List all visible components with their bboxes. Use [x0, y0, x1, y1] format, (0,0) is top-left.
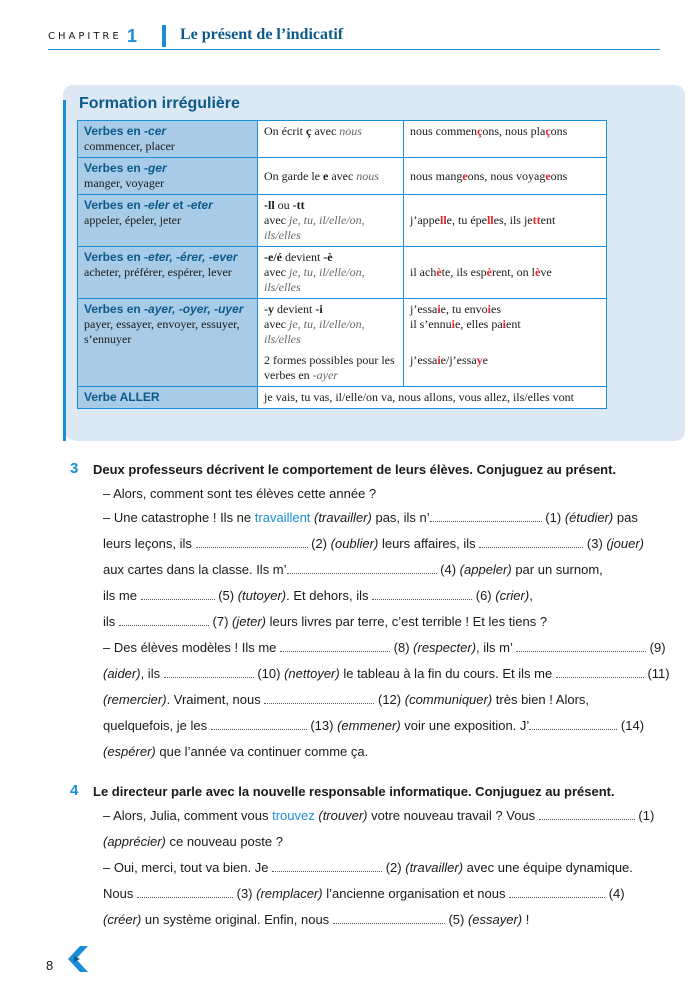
ex4-line-4: Nous (3) (remplacer) l’ancienne organisation et nous (4) [103, 886, 625, 901]
exercise-4-number: 4 [70, 782, 79, 799]
answer-blank-4-5[interactable] [333, 914, 445, 924]
ex3-line-6: ils (7) (jeter) leurs livres par terre, c’est terrible ! Et les tiens ? [103, 614, 548, 629]
rule-cell: On garde le e avec nous [258, 158, 404, 195]
rule-cell: je vais, tu vas, il/elle/on va, nous allons, vous allez, ils/elles vont [258, 387, 607, 409]
table-row [78, 299, 607, 387]
answer-blank-10[interactable] [164, 668, 254, 678]
verb-group-examples: appeler, épeler, jeter [84, 213, 181, 227]
answer-blank-4[interactable] [287, 564, 437, 574]
verb-group-cell [78, 158, 258, 195]
answer-blank-7[interactable] [119, 616, 209, 626]
formation-table [77, 120, 607, 409]
table-row [78, 387, 607, 409]
page-number: 8 [46, 958, 54, 973]
example-cell: j’appelle, tu épelles, ils jettent [404, 195, 607, 247]
ex4-line-2: (apprécier) ce nouveau poste ? [103, 834, 283, 849]
ex3-line-11: (espérer) que l’année va continuer comme ça. [103, 744, 369, 759]
chevron-left-icon [66, 946, 90, 972]
chapter-label: CHAPITRE [48, 31, 122, 42]
ex4-line-3: – Oui, merci, tout va bien. Je (2) (travailler) avec une équipe dynamique. [103, 860, 633, 875]
verb-group-examples: manger, voyager [84, 176, 165, 190]
table-row [78, 195, 607, 247]
answer-blank-12[interactable] [264, 694, 374, 704]
ex3-line-4: aux cartes dans la classe. Ils m’ (4) (appeler) par un surnom, [103, 562, 603, 577]
verb-group-examples: commencer, placer [84, 139, 175, 153]
ex3-line-2: – Une catastrophe ! Ils ne travaillent (travailler) pas, ils n’ (1) (étudier) pas [103, 510, 638, 525]
chapter-header [0, 22, 700, 52]
answer-blank-9[interactable] [516, 642, 646, 652]
verb-group-examples: payer, essayer, envoyer, essuyer, s’ennuyer [84, 317, 240, 346]
verb-group-heading: Verbes en -ger [84, 161, 167, 175]
answer-blank-4-3[interactable] [137, 888, 233, 898]
answer-blank-14[interactable] [529, 720, 617, 730]
table-row [78, 158, 607, 195]
verb-group-cell [78, 299, 258, 387]
ex3-line-1: – Alors, comment sont tes élèves cette année ? [103, 486, 377, 501]
answer-blank-8[interactable] [280, 642, 390, 652]
verb-group-heading: Verbes en -ayer, -oyer, -uyer [84, 302, 244, 316]
formation-title: Formation irrégulière [79, 95, 240, 112]
ex3-line-7: – Des élèves modèles ! Ils me (8) (respecter), ils m’ (9) [103, 640, 666, 655]
answer-blank-5[interactable] [141, 590, 215, 600]
verb-group-cell [78, 195, 258, 247]
exercise-4-title: Le directeur parle avec la nouvelle responsable informatique. Conjuguez au présent. [93, 784, 615, 799]
answer-blank-6[interactable] [372, 590, 472, 600]
verb-group-heading: Verbes en -eter, -érer, -ever [84, 250, 238, 264]
rule-cell: -y devient -i avec je, tu, il/elle/on, ils/elles 2 formes possibles pour les verbes en -ayer [258, 299, 404, 387]
ex4-line-1: – Alors, Julia, comment vous trouvez (trouver) votre nouveau travail ? Vous (1) [103, 808, 655, 823]
ex3-line-8: (aider), ils (10) (nettoyer) le tableau à la fin du cours. Et ils me (11) [103, 666, 670, 681]
rule-cell: On écrit ç avec nous [258, 121, 404, 158]
verb-group-examples: acheter, préférer, espérer, lever [84, 265, 232, 279]
verb-group-heading: Verbes en -cer [84, 124, 167, 138]
rule-cell: -ll ou -tt avec je, tu, il/elle/on, ils/elles [258, 195, 404, 247]
answer-blank-4-1[interactable] [539, 810, 635, 820]
ex3-line-9: (remercier). Vraiment, nous (12) (communiquer) très bien ! Alors, [103, 692, 590, 707]
ex3-line-3: leurs leçons, ils (2) (oublier) leurs affaires, ils (3) (jouer) [103, 536, 644, 551]
formation-box-edge [63, 100, 66, 441]
ex4-line-5: (créer) un système original. Enfin, nous (5) (essayer) ! [103, 912, 530, 927]
answer-blank-13[interactable] [211, 720, 307, 730]
chapter-number: 1 [127, 26, 138, 46]
exercise-3-title: Deux professeurs décrivent le comportement de leurs élèves. Conjuguez au présent. [93, 462, 617, 477]
verb-group-cell [78, 121, 258, 158]
verb-group-heading: Verbe ALLER [84, 390, 160, 404]
example-cell: j’essaie, tu envoies il s’ennuie, elles paient j’essaie/j’essaye [404, 299, 607, 387]
ex4-example-answer: trouvez [272, 808, 315, 823]
ex3-line-10: quelquefois, je les (13) (emmener) voir une exposition. J’ (14) [103, 718, 645, 733]
answer-blank-11[interactable] [556, 668, 644, 678]
answer-blank-4-4[interactable] [509, 888, 605, 898]
verb-group-cell [78, 247, 258, 299]
header-rule [48, 49, 660, 50]
verb-group-heading: Verbes en -eler et -eter [84, 198, 213, 212]
ex3-example-answer: travaillent [254, 510, 311, 525]
answer-blank-2[interactable] [196, 538, 308, 548]
ex3-line-5: ils me (5) (tutoyer). Et dehors, ils (6) (crier), [103, 588, 533, 603]
table-row [78, 121, 607, 158]
answer-blank-1[interactable] [430, 512, 542, 522]
answer-blank-4-2[interactable] [272, 862, 382, 872]
example-cell: il achète, ils espèrent, on lève [404, 247, 607, 299]
table-row [78, 247, 607, 299]
verb-group-cell [78, 387, 258, 409]
example-cell: nous commençons, nous plaçons [404, 121, 607, 158]
answer-blank-3[interactable] [479, 538, 583, 548]
chapter-divider [162, 25, 166, 47]
chapter-title: Le présent de l’indicatif [180, 26, 344, 43]
exercise-3-number: 3 [70, 460, 79, 477]
rule-cell: -e/é devient -è avec je, tu, il/elle/on, ils/elles [258, 247, 404, 299]
example-cell: nous mangeons, nous voyageons [404, 158, 607, 195]
